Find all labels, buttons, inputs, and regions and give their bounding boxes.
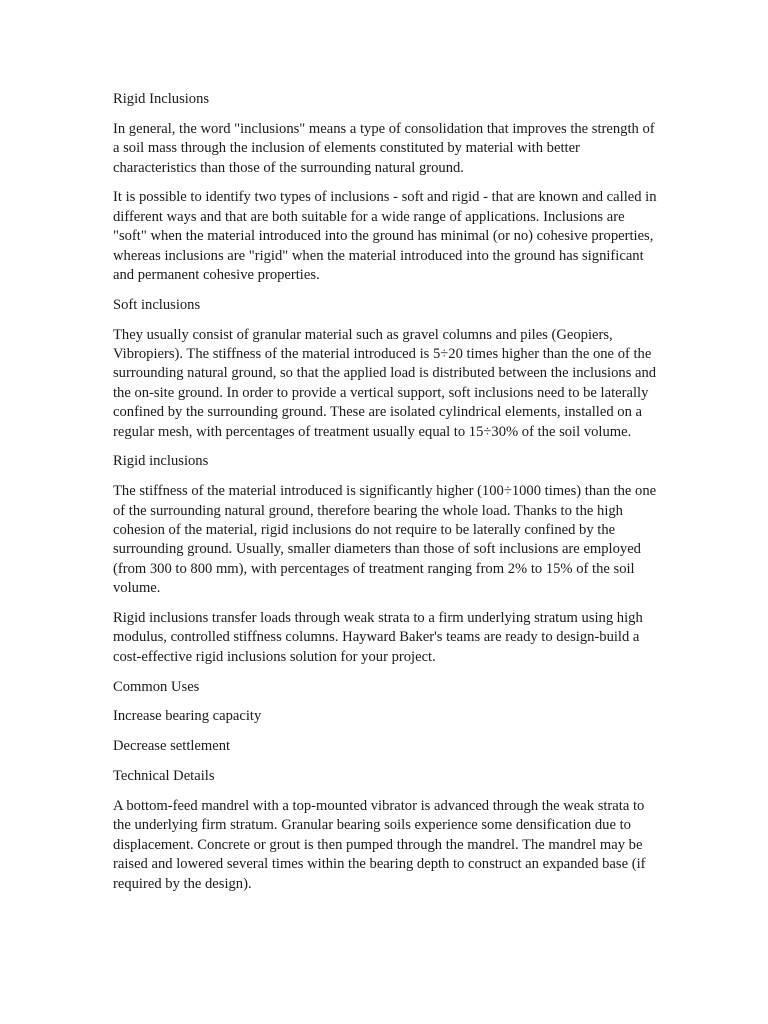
technical-details-paragraph: A bottom-feed mandrel with a top-mounted vibrator is advanced through the weak strata to the underlying firm stratum. Granular bearing soils experience some densification due to displacement. Concrete or grout is then pumped through the mandrel. The mandrel may be raised and lowered several times within the bearing depth to construct an expanded base (if required by the design).	[113, 797, 646, 892]
intro-paragraph: In general, the word "inclusions" means a type of consolidation that improves the strength of a soil mass through the inclusion of elements constituted by material with better characteristics than those of the surrounding natural ground.	[113, 120, 655, 176]
common-use-item: Increase bearing capacity	[113, 708, 262, 725]
rigid-inclusions-heading: Rigid inclusions	[113, 453, 209, 470]
common-uses-heading: Common Uses	[113, 678, 200, 695]
rigid-inclusions-paragraph: The stiffness of the material introduced is significantly higher (100÷1000 times) than the one of the surrounding natural ground, therefore bearing the whole load. Thanks to the high cohesion of the material, rigid inclusions do not require to be laterally confined by the surrounding ground. Usually, smaller diameters than those of soft inclusions are employed (from 300 to 800 mm), with percentages of treatment ranging from 2% to 15% of the soil volume.	[113, 483, 657, 597]
technical-details-heading: Technical Details	[113, 768, 215, 785]
document-body	[113, 90, 658, 904]
soft-inclusions-heading: Soft inclusions	[113, 296, 201, 313]
common-use-item: Decrease settlement	[113, 738, 231, 755]
document-title: Rigid Inclusions	[113, 91, 210, 107]
soft-inclusions-paragraph: They usually consist of granular material such as gravel columns and piles (Geopiers, Vibropiers). The stiffness of the material introduced is 5÷20 times higher than the one of the surrounding natural ground, so that the applied load is distributed between the inclusions and the on-site ground. In order to provide a vertical support, soft inclusions need to be laterally confined by the surrounding ground. These are isolated cylindrical elements, installed on a regular mesh, with percentages of treatment usually equal to 15÷30% of the soil volume.	[113, 326, 657, 440]
rigid-inclusions-summary-paragraph: Rigid inclusions transfer loads through weak strata to a firm underlying stratum using high modulus, controlled stiffness columns. Hayward Baker's teams are ready to design-build a cost-effective rigid inclusions solution for your project.	[113, 610, 643, 665]
inclusion-types-paragraph: It is possible to identify two types of inclusions - soft and rigid - that are known and called in different ways and that are both suitable for a wide range of applications. Inclusions are "soft" when the material introduced into the ground has minimal (or no) cohesive properties, whereas inclusions are "rigid" when the material introduced into the ground has significant and permanent cohesive properties.	[113, 189, 657, 284]
